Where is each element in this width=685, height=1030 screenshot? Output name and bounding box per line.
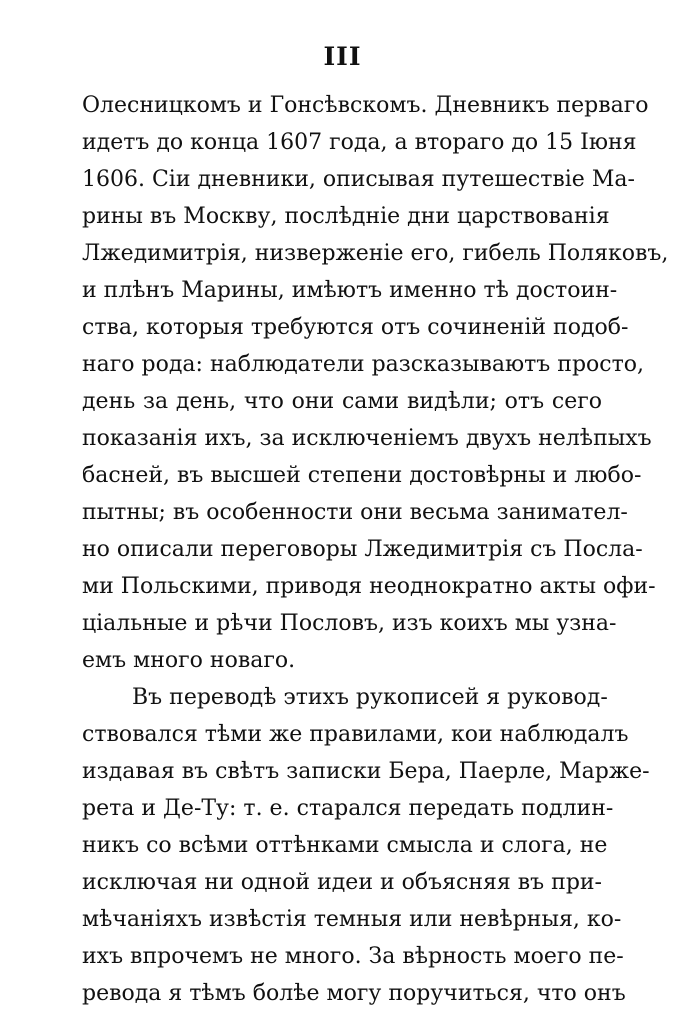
text-line: ціальные и рѣчи Пословъ, изъ коихъ мы узна- <box>82 611 617 636</box>
text-line: рета и Де-Ту: т. е. старался передать подлин- <box>82 796 614 821</box>
text-line: ревода я тѣмъ болѣе могу поручиться, что онъ <box>82 981 626 1006</box>
text-line: ства, которыя требуются отъ сочиненій подоб- <box>82 315 629 340</box>
text-line: емъ много новаго. <box>82 648 296 673</box>
text-line: ствовался тѣми же правилами, кои наблюдалъ <box>82 722 629 747</box>
text-line: пытны; въ особенности они весьма занимател- <box>82 500 628 525</box>
text-line: идетъ до конца 1607 года, а втораго до 15 Іюня <box>82 130 637 155</box>
text-line: исключая ни одной идеи и объясняя въ при- <box>82 870 602 895</box>
text-line: басней, въ высшей степени достовѣрны и любо- <box>82 463 642 488</box>
text-line: ми Польскими, приводя неоднократно акты офи- <box>82 574 656 599</box>
text-line: и плѣнъ Марины, имѣютъ именно тѣ достоин- <box>82 278 618 303</box>
text-line: издавая въ свѣтъ записки Бера, Паерле, Маржe- <box>82 759 650 784</box>
page-number: III <box>323 42 362 71</box>
text-line: мѣчаніяхъ извѣстія темныя или невѣрныя, ко- <box>82 907 622 932</box>
text-line: наго рода: наблюдатели разсказываютъ просто, <box>82 352 645 377</box>
text-line: показанія ихъ, за исключеніемъ двухъ нелѣпыхъ <box>82 426 652 451</box>
text-line: Олесницкомъ и Гонсѣвскомъ. Дневникъ перваго <box>82 93 649 118</box>
text-line: но описали переговоры Лжедимитрія съ Посла- <box>82 537 643 562</box>
text-line: Лжедимитрія, низверженіе его, гибель Поляковъ, <box>82 241 669 266</box>
text-line: ихъ впрочемъ не много. За вѣрность моего пе- <box>82 944 624 969</box>
text-line: рины въ Москву, послѣдніе дни царствованія <box>82 204 610 229</box>
text-line: Въ переводѣ этихъ рукописей я руковод- <box>132 685 608 710</box>
text-line: 1606. Сіи дневники, описывая путешествіе Ма- <box>82 167 635 192</box>
text-line: день за день, что они сами видѣли; отъ сего <box>82 389 602 414</box>
text-line: никъ со всѣми оттѣнками смысла и слога, не <box>82 833 608 858</box>
